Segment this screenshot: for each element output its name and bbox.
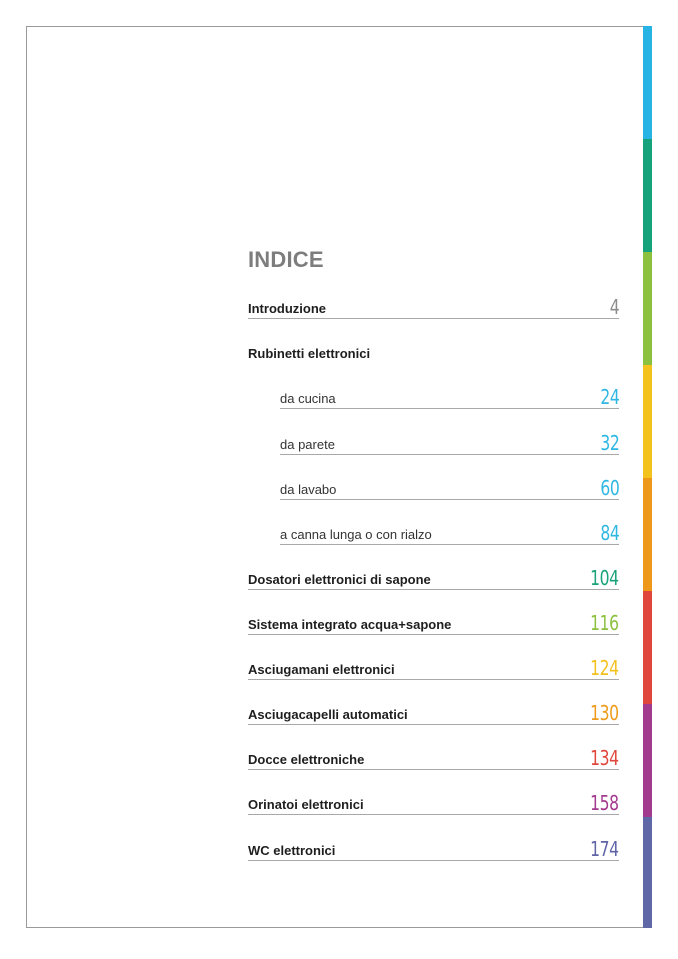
section-tab-1[interactable] [643, 26, 652, 139]
toc-entry-label: Rubinetti elettronici [248, 346, 371, 361]
toc-entry-label: da lavabo [280, 482, 337, 497]
toc-page-number: 60 [599, 476, 619, 500]
section-tab-8[interactable] [643, 817, 652, 928]
section-tab-5[interactable] [643, 478, 652, 591]
toc-entry-label: da parete [280, 437, 335, 452]
toc-page-number: 104 [590, 566, 619, 590]
toc-page-number: 130 [590, 701, 619, 725]
toc-entry-label: Asciugamani elettronici [248, 662, 395, 677]
toc-entry-sistema-integrato[interactable] [248, 610, 619, 635]
toc-entry-label: Docce elettroniche [248, 752, 365, 767]
toc-entry-label: Sistema integrato acqua+sapone [248, 617, 452, 632]
toc-entry-canna-lunga[interactable] [280, 520, 619, 545]
section-color-tabs [643, 26, 652, 928]
toc-page-number: 124 [590, 656, 619, 680]
toc-entry-docce[interactable] [248, 745, 619, 770]
toc-page-number: 84 [599, 521, 619, 545]
toc-entry-label: WC elettronici [248, 843, 336, 858]
section-tab-3[interactable] [643, 252, 652, 365]
toc-page-number: 158 [590, 791, 619, 815]
toc-entry-asciugamani[interactable] [248, 655, 619, 680]
toc-entry-da-parete[interactable] [280, 430, 619, 455]
toc-entry-label: a canna lunga o con rialzo [280, 527, 432, 542]
toc-entry-asciugacapelli[interactable] [248, 700, 619, 725]
index-title: INDICE [248, 247, 324, 272]
section-tab-4[interactable] [643, 365, 652, 478]
toc-entry-introduzione[interactable] [248, 294, 619, 319]
toc-page-number: 24 [599, 385, 619, 409]
toc-entry-da-cucina[interactable] [280, 384, 619, 409]
toc-entry-label: Orinatoi elettronici [248, 797, 364, 812]
toc-entry-dosatori[interactable] [248, 565, 619, 590]
toc-page-number: 4 [609, 295, 619, 319]
toc-entry-wc[interactable] [248, 836, 619, 861]
toc-entry-label: Dosatori elettronici di sapone [248, 572, 431, 587]
toc-entry-da-lavabo[interactable] [280, 475, 619, 500]
toc-page-number: 174 [590, 837, 619, 861]
toc-entry-rubinetti[interactable] [248, 339, 619, 363]
toc-entry-label: Asciugacapelli automatici [248, 707, 408, 722]
toc-entry-label: da cucina [280, 391, 336, 406]
section-tab-2[interactable] [643, 139, 652, 252]
toc-page-number: 116 [590, 611, 619, 635]
section-tab-6[interactable] [643, 591, 652, 704]
toc-entry-label: Introduzione [248, 301, 326, 316]
toc-entry-orinatoi[interactable] [248, 790, 619, 815]
toc-page-number: 32 [599, 431, 619, 455]
section-tab-7[interactable] [643, 704, 652, 817]
toc-page-number: 134 [590, 746, 619, 770]
